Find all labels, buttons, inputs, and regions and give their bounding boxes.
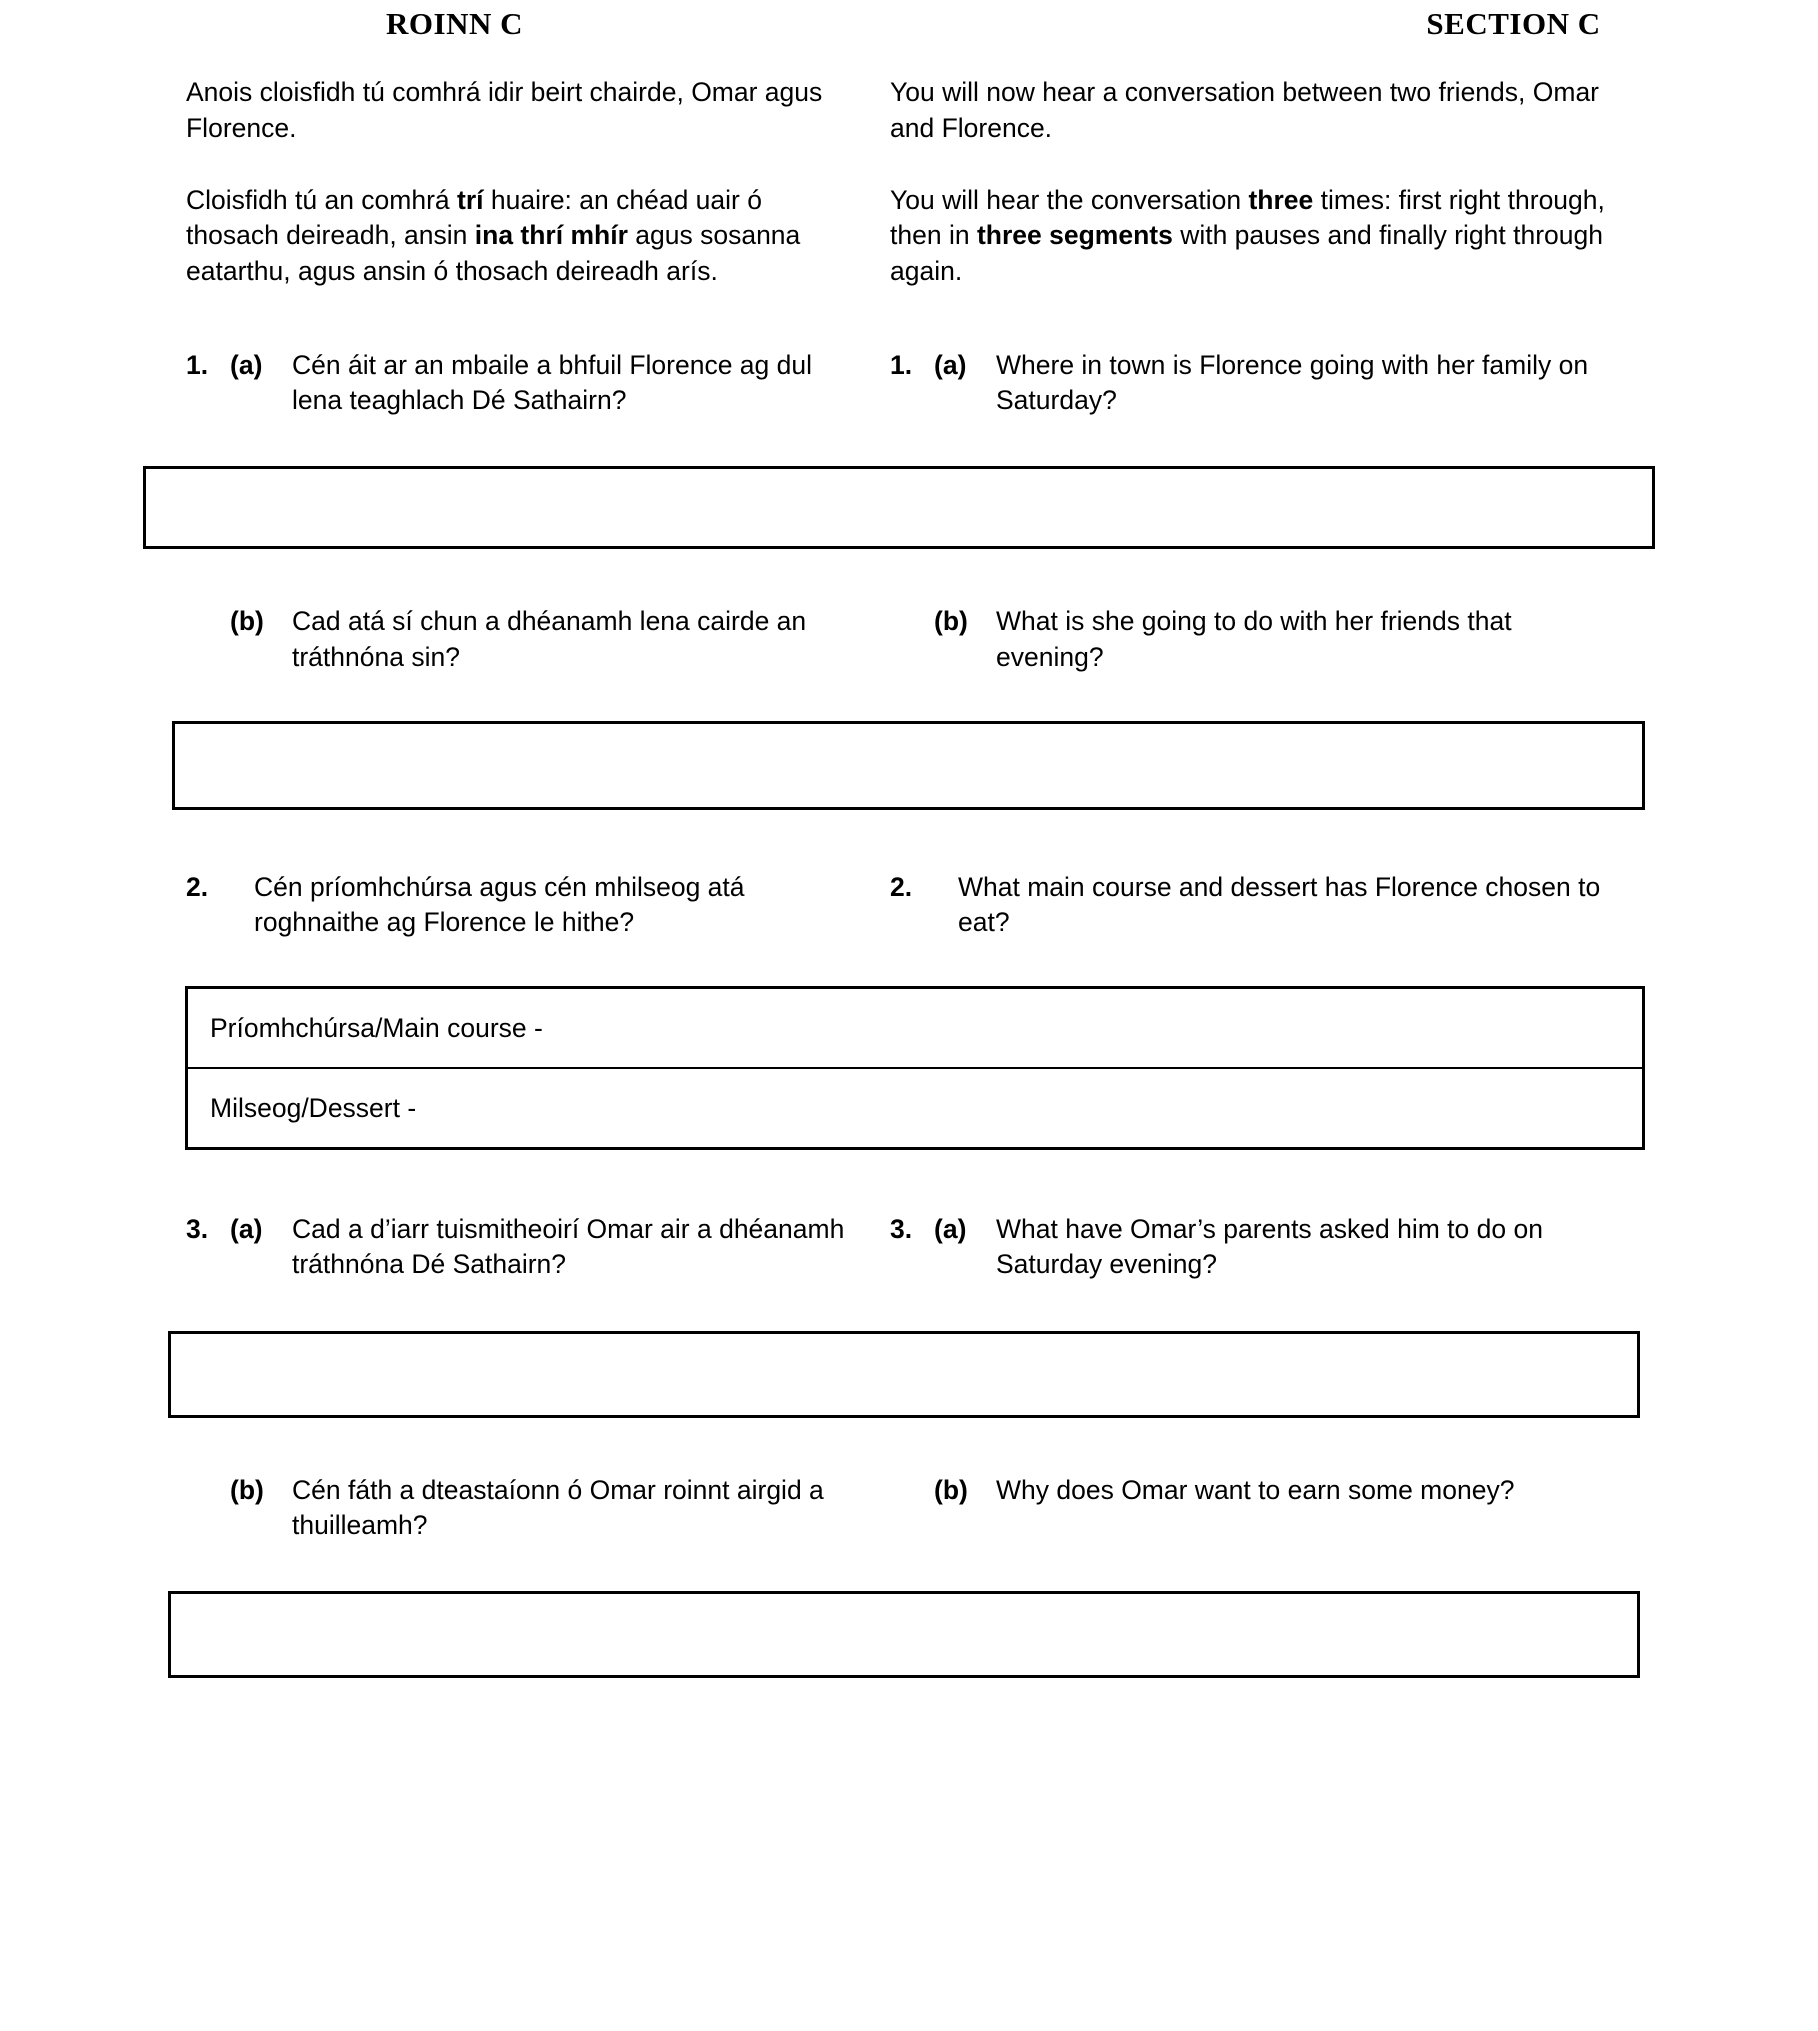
intro-2-irish-bold-mhir: ina thrí mhír — [474, 220, 628, 251]
intro-1-irish-col — [186, 75, 846, 147]
intro-2-irish — [186, 183, 846, 290]
question-3a-label-en: (a) — [934, 1214, 967, 1245]
answer-box-4-wrap — [0, 1591, 1818, 1678]
question-3a-text-english: What have Omar’s parents asked him to do on Saturday evening? — [996, 1214, 1543, 1280]
question-1a-number-en: 1. — [890, 349, 913, 380]
question-1b-number-en — [890, 604, 934, 674]
intro-2-irish-col — [186, 183, 846, 290]
question-3a-english — [890, 1212, 1610, 1282]
intro-2-english-bold-three: three — [1248, 184, 1314, 215]
heading-section-c: SECTION C — [1426, 6, 1601, 41]
intro-paragraph-1 — [0, 75, 1818, 147]
question-1a-text-irish: Cén áit ar an mbaile a bhfuil Florence ag dul lena teaghlach Dé Sathairn? — [292, 349, 812, 416]
question-1a-irish — [186, 348, 846, 418]
intro-1-english-col — [890, 75, 1610, 147]
answer-box-3-wrap — [0, 1331, 1818, 1418]
question-1a-label-en: (a) — [934, 349, 967, 380]
answer-box-1a[interactable] — [143, 466, 1655, 549]
answer-box-3b[interactable] — [168, 1591, 1640, 1678]
answer-row-dessert[interactable] — [188, 1067, 1642, 1147]
question-2 — [0, 870, 1818, 940]
question-3a-number-en: 3. — [890, 1214, 913, 1245]
question-3a-text-irish: Cad a d’iarr tuismitheoirí Omar air a dhéanamh tráthnóna Dé Sathairn? — [292, 1214, 845, 1280]
section-headings — [0, 0, 1818, 42]
intro-2-english-col — [890, 183, 1610, 290]
question-1b — [0, 604, 1818, 674]
intro-1-irish: Anois cloisfidh tú comhrá idir beirt chairde, Omar agus Florence. — [186, 77, 823, 143]
question-3b-number-en — [890, 1473, 934, 1543]
question-2-text-english: What main course and dessert has Florence chosen to eat? — [958, 871, 1601, 937]
question-3b-label-en: (b) — [934, 1474, 968, 1505]
question-3a-label: (a) — [230, 1214, 263, 1245]
question-2-english — [890, 870, 1610, 940]
question-1a — [0, 348, 1818, 418]
intro-2-irish-part-a: Cloisfidh tú an comhrá — [186, 184, 458, 215]
question-3b-irish — [186, 1473, 846, 1543]
question-3a-irish — [186, 1212, 846, 1282]
question-1b-number — [186, 604, 230, 674]
answer-box-1-wrap — [0, 466, 1818, 549]
answer-row-main-course-label: Príomhchúrsa/Main course - — [210, 1012, 543, 1043]
question-2-irish — [186, 870, 846, 940]
question-1b-label: (b) — [230, 606, 264, 637]
answer-box-1b[interactable] — [172, 721, 1645, 810]
question-3b-english — [890, 1473, 1610, 1543]
intro-2-irish-part-c: huaire: an chéad uair ó thosach deireadh, ansin — [186, 184, 762, 251]
question-3b-label: (b) — [230, 1474, 264, 1505]
answer-box-3a[interactable] — [168, 1331, 1640, 1418]
intro-2-english — [890, 183, 1610, 290]
intro-2-english-part-c: times: first right through, then in — [890, 184, 1605, 251]
question-3a — [0, 1212, 1818, 1282]
question-1b-text-irish: Cad atá sí chun a dhéanamh lena cairde an tráthnóna sin? — [292, 606, 807, 672]
answer-table-q2 — [185, 986, 1645, 1150]
intro-2-irish-bold-tri: trí — [457, 184, 484, 215]
question-1b-irish — [186, 604, 846, 674]
answer-row-dessert-label: Milseog/Dessert - — [210, 1092, 417, 1123]
question-2-number: 2. — [186, 871, 209, 902]
question-1a-number: 1. — [186, 349, 209, 380]
question-2-number-en: 2. — [890, 871, 913, 902]
answer-box-2-wrap — [0, 721, 1818, 810]
intro-2-english-bold-segments: three segments — [976, 220, 1173, 251]
intro-2-english-part-e: with pauses and finally right through again. — [890, 220, 1603, 287]
answer-table-q2-wrap — [0, 986, 1818, 1150]
question-3b-text-english: Why does Omar want to earn some money? — [996, 1474, 1515, 1505]
intro-2-english-part-a: You will hear the conversation — [890, 184, 1249, 215]
question-1a-text-english: Where in town is Florence going with her family on Saturday? — [996, 349, 1589, 416]
intro-2-irish-part-e: agus sosanna eatarthu, agus ansin ó thosach deireadh arís. — [186, 220, 801, 287]
question-1b-text-english: What is she going to do with her friends that evening? — [996, 606, 1512, 672]
answer-row-main-course[interactable] — [188, 989, 1642, 1067]
heading-roinn-c: ROINN C — [386, 6, 523, 41]
question-3a-number: 3. — [186, 1214, 209, 1245]
intro-paragraph-2 — [0, 183, 1818, 290]
intro-1-english: You will now hear a conversation between two friends, Omar and Florence. — [890, 77, 1600, 143]
question-2-text-irish: Cén príomhchúrsa agus cén mhilseog atá roghnaithe ag Florence le hithe? — [254, 871, 745, 937]
question-3b — [0, 1473, 1818, 1543]
question-3b-number — [186, 1473, 230, 1543]
question-3b-text-irish: Cén fáth a dteastaíonn ó Omar roinnt airgid a thuilleamh? — [292, 1474, 824, 1540]
question-1a-label: (a) — [230, 349, 263, 380]
question-1b-label-en: (b) — [934, 606, 968, 637]
question-1b-english — [890, 604, 1610, 674]
question-1a-english — [890, 348, 1610, 418]
